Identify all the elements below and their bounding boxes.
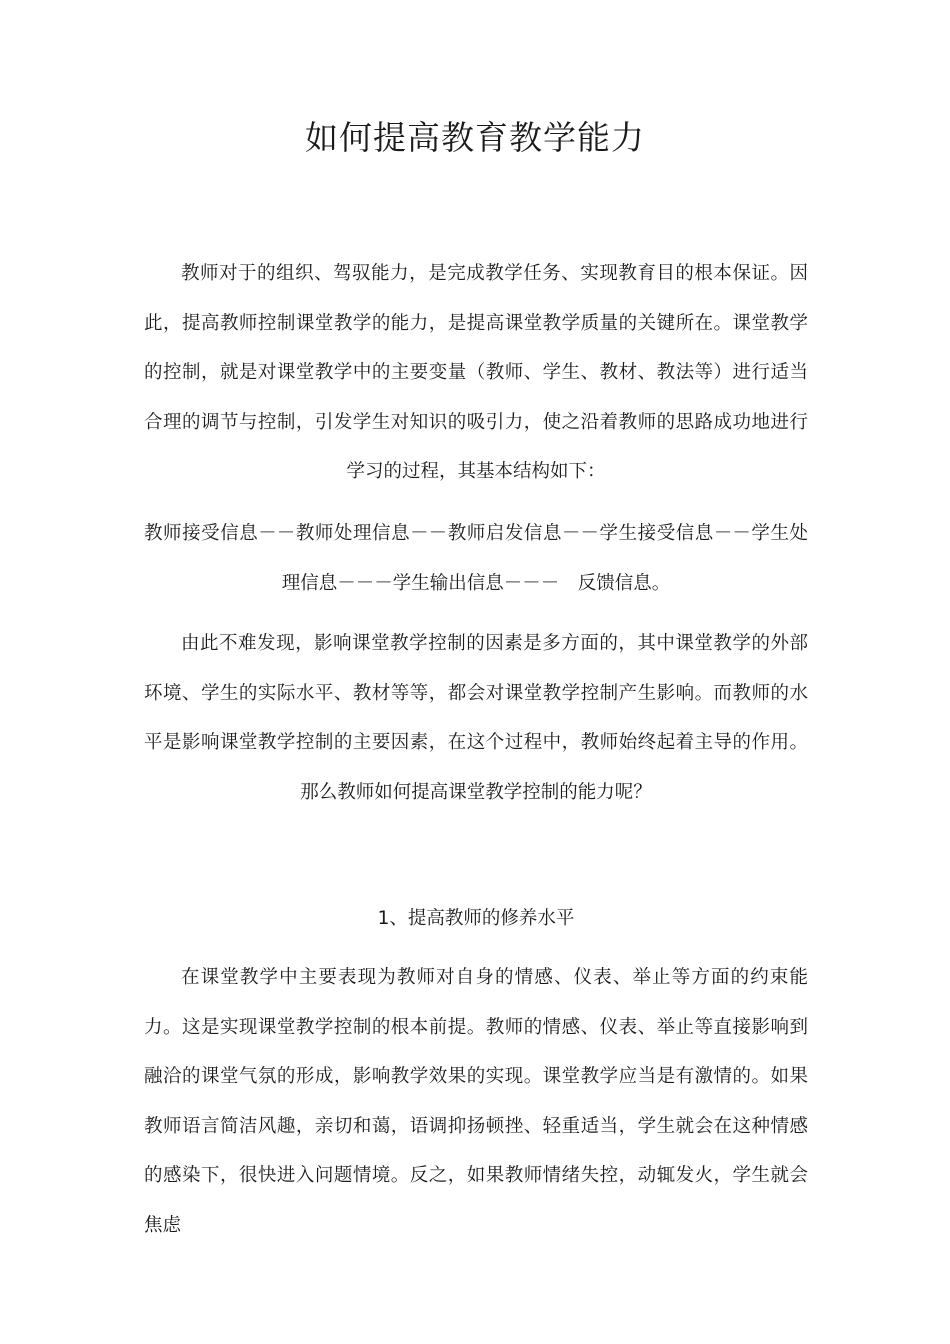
document-title: 如何提高教育教学能力 xyxy=(305,118,645,157)
paragraph-classroom-control: 教师对于的组织、驾驭能力，是完成教学任务、实现教育目的根本保证。因此，提高教师控制课堂教学的能力，是提高课堂教学质量的关键所在。课堂教学的控制，就是对课堂教学中的主要变量（教师、学生、教材、教法等）进行适当合理的调节与控制，引发学生对知识的吸引力，使之沿着教师的思路成功地进行学习的过程，其基本结构如下： xyxy=(144,263,808,482)
paragraph-structure-flow: 教师接受信息－－教师处理信息－－教师启发信息－－学生接受信息－－学生处理信息－－－学生输出信息－－－ 反馈信息。 xyxy=(144,523,808,594)
section-heading: 1、提高教师的修养水平 xyxy=(377,908,575,929)
paragraph-teacher-cultivation: 在课堂教学中主要表现为教师对自身的情感、仪表、举止等方面的约束能力。这是实现课堂教学控制的根本前提。教师的情感、仪表、举止等直接影响到融洽的课堂气氛的形成，影响教学效果的实现。课堂教学应当是有激情的。如果教师语言简洁风趣，亲切和蔼，语调抑扬顿挫、轻重适当，学生就会在这种情感的感染下，很快进入问题情境。反之，如果教师情绪失控，动辄发火，学生就会焦虑 xyxy=(144,967,808,1236)
paragraph-influencing-factors: 由此不难发现，影响课堂教学控制的因素是多方面的，其中课堂教学的外部环境、学生的实际水平、教材等等，都会对课堂教学控制产生影响。而教师的水平是影响课堂教学控制的主要因素，在这个过程中，教师始终起着主导的作用。那么教师如何提高课堂教学控制的能力呢？ xyxy=(144,633,808,803)
